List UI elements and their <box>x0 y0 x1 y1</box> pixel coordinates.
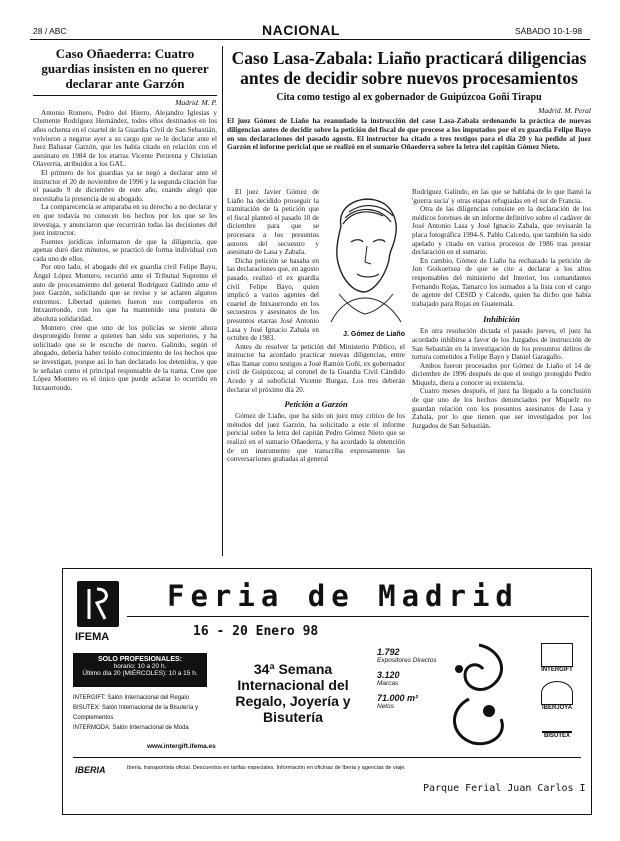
portrait-caption: J. Gómez de Liaño <box>343 331 405 338</box>
ad-title: Feria de Madrid <box>167 579 519 613</box>
ifema-advertisement <box>62 568 592 815</box>
semana-block <box>223 661 363 725</box>
left-title-rule <box>33 95 217 96</box>
portrait-sketch-icon <box>323 194 405 324</box>
ifema-logo-icon <box>77 581 119 627</box>
portrait-illustration <box>323 194 405 336</box>
ad-footer-note: Parque Ferial Juan Carlos I <box>423 783 586 794</box>
left-paragraph: Antonio Romero, Pedro del Hierro, Alejandro Iglesias y Clemente Rodríguez Hernández, todos ellos destinados en los años ochenta en el cuartel de la Guardia Civil de San Sebastián, volvieron a negarse ayer a su cargo que se le declarar ante el Juez Baltasar Garzón, que les había citado en relación con el asesinato en 1984 de los etarras Vicente Perurena y Christian Olaverria, atribuidos a los GAL. <box>33 108 217 169</box>
main-paragraph: Dicha petición se basaba en las declaraciones que, en agosto pasado, realizó el ex guardia civil Felipe Bayo, quien implicó a varios agentes del cuartel de Intxaurrondo en los secuestros y asesinatos de los presuntos etarras José Antonio Lasa y José Ignacio Zabala en octubre de 1983. <box>227 256 320 343</box>
iberia-logo: IBERIA <box>75 765 106 775</box>
section-title: NACIONAL <box>262 22 340 38</box>
solo-title: SOLO PROFESIONALES: <box>97 656 182 663</box>
main-paragraph: Rodríguez Galindo, en las que se hablaba de lo que llamó la 'guerra sucia' y otras etapas refugiadas en el sur de Francia. <box>412 188 591 205</box>
header-rule <box>30 39 590 40</box>
main-paragraph: Antes de resolver la petición del Ministerio Público, el instructor ha acordado practicar nuevas diligencias, entre ellas llamar como testigos a José Ramón Goñi, ex gobernador civil de Guipúzcoa; al coronel de la Guardia Civil Cándido Acedo y al suboficial Vicente Burgaz. Los tres deberán declarar el próximo día 20. <box>227 342 405 394</box>
service-item: BISUTEX: Salón Internacional de la Bisutería y Complementos <box>73 705 199 721</box>
left-paragraph: Montero cree que uno de los policías se siente ahora desprotegido frente a quienes han sido sus superiores, y ha solicitado que se le escuche de nuevo. Galindo, según el abogado, debería haber tenido conocimiento de los hechos que se investigan, porque así lo han declarado los detenidos, y que le señalan como el principal responsable de la trama. Cree que López Montero es el único que puede aclarar lo ocurrido en Intxaurrondo. <box>33 323 217 392</box>
main-paragraph: Ambos fueron procesados por Gómez de Liaño el 14 de diciembre de 1996 después de que el testigo protegido Pedro Miquelz, diera a conocer su existencia. <box>412 361 591 387</box>
ifema-logo-text: IFEMA <box>75 631 110 643</box>
semana-line: Bisutería <box>263 709 323 725</box>
main-paragraph: Gómez de Liaño, que ha sido un juez muy crítico de los métodos del juez Garzón, ha solicitado a este el informe pericial sobre la letra del capitán Pedro Gómez Nieto que se realizó en el sumario Oñaederra, y ha acordado la obtención de un instrumento que transcriba expresamente las conversaciones grabadas al general <box>227 412 405 464</box>
main-article-subtitle: Cita como testigo al ex gobernador de Guipúzcoa Goñi Tirapu <box>276 92 542 103</box>
services-list <box>73 693 207 733</box>
logo-label: INTERGIFT <box>541 667 573 673</box>
page-date: SÁBADO 10-1-98 <box>515 26 583 36</box>
left-paragraph: La comparecencia se amparaba en su derecho a no declarar y en que todavía no conocen los hechos por los que se les investiga, y anunciaron que recurrirán todas las decisiones del juez instructor. <box>33 203 217 238</box>
ad-dates: 16 - 20 Enero 98 <box>193 624 319 639</box>
main-article <box>227 48 591 152</box>
left-article-title: Caso Oñaederra: Cuatro guardias insisten en no querer declarar ante Garzón <box>41 46 209 91</box>
stat-label: Expositores Directos <box>377 657 437 664</box>
main-paragraph: En otra resolución dictada el pasado jueves, el juez ha acordado inhibirse a favor de los Juzgados de instrucción de San Sebastián en la investigación de los presuntos delitos de tortura cometidos a Felipe Bayo y Daniel Garagallo. <box>412 327 591 362</box>
stat-label: Marcas <box>377 680 399 687</box>
section-heading-peticion: Petición a Garzón <box>284 399 348 410</box>
solo-hours: horario: 10 a 20 h. <box>113 663 167 670</box>
left-article <box>33 46 217 392</box>
stat-number: 1.792 <box>377 647 400 657</box>
column-divider <box>222 46 223 556</box>
left-paragraph: Fuentes jurídicas informaron de que la diligencia, que apenas duró diez minutos, se practicó de forma individual con cada uno de ellos. <box>33 237 217 263</box>
logo-label: BISUTEX <box>543 733 570 739</box>
page-number: 28 / ABC <box>33 26 67 36</box>
main-byline: Madrid. M. Peral <box>538 106 591 115</box>
ad-title-rule <box>127 616 589 617</box>
intergift-logo-icon <box>541 643 573 667</box>
main-paragraph: Cuatro meses después, el juez ha llegado a la conclusión de que uno de los hechos denunciados por Miquelz no guardan relación con los presuntos asesinatos de Lasa y Zabala, por lo que tienen que ser investigados por los Juzgados de San Sebastián. <box>412 387 591 430</box>
ifema-logo <box>77 581 119 627</box>
main-paragraph: Otra de las diligencias consiste en la declaración de los médicos forenses de un informe definitivo sobre el cadáver de José Antonio Lasa y José Ignacio Zabala, que revisarán la placa fotográfica 1994-S. Pablo Calcedo, que también ha sido apelado y citado en varios procesos de 1986 tras prestar declaración en el sumario. <box>412 205 591 257</box>
right-logos <box>529 643 585 739</box>
section-heading-inhibicion: Inhibición <box>483 314 520 325</box>
solo-profesionales-box <box>73 653 207 687</box>
iberjoya-logo-icon <box>541 681 573 705</box>
logo-label: IBERJOYA <box>541 705 573 711</box>
semana-line: 34ª Semana <box>253 661 333 677</box>
ad-fine-print: Iberia, transportista oficial. Descuentos en tarifas especiales. Información en oficinas de Iberia y agencias de viaje. <box>127 765 406 771</box>
semana-line: Internacional del <box>237 677 349 693</box>
ad-bottom-rule <box>73 757 581 758</box>
last-day: Último día 20 (MIÉRCOLES): 10 a 15 h. <box>82 670 198 677</box>
stats-block <box>377 647 437 710</box>
main-column-1 <box>227 188 405 464</box>
semana-line: Regalo, Joyería y <box>235 693 351 709</box>
stat-number: 71.000 m² <box>377 693 419 703</box>
main-paragraph: El juez Javier Gómez de Liaño ha decidido proseguir la tramitación de la petición que el fiscal planteó el pasado 10 de diciembre para que se procesara a los presuntos autores del secuestro y asesinato de Lasa y Zabala. <box>227 188 319 257</box>
service-item: INTERGIFT: Salón Internacional del Regalo <box>73 695 190 701</box>
left-paragraph: El primero de los guardias ya se negó a declarar ante el instructor el 20 de noviembre de 1996 y la segunda citación fue el pasado 9 de diciembre de este año, cuando alegó que necesitaba la presencia de su abogado. <box>33 168 217 203</box>
service-item: INTERMODA: Salón Internacional de Moda <box>73 725 189 731</box>
ornament-icon <box>439 639 519 749</box>
main-paragraph: En cambio, Gómez de Liaño ha rechazado la petición de Jon Goikoetxea de que se cite a declarar a los altos responsables del ministerio del Interior, los comandantes Fernando Rojas, Tamarco los sumados a la lista con el cargo de agente del CESID y Calcedo, quien ha dicho que había trabajado para Rojas en Guatemala. <box>412 256 591 308</box>
main-column-2 <box>412 188 591 430</box>
main-lead: El juez Gómez de Liaño ha reanudado la instrucción del caso Lasa-Zabala ordenando la práctica de nuevas diligencias antes de decidir sobre la petición del fiscal de que procese a los imputados por el ex guardia Felipe Bayo en sus declaraciones del pasado agosto. El instructor ha citado a tres testigos para el día 20 y ha pedido al juez Garzón el informe pericial que se realizó en el sumario Oñaederra sobre la letra del capitán Gómez Nieto. <box>227 116 591 152</box>
ad-web[interactable]: www.intergift.ifema.es <box>147 743 216 750</box>
left-byline: Madrid. M. P. <box>175 97 217 107</box>
left-paragraph: Por otro lado, el abogado del ex guardia civil Felipe Bayo, Ángel López Montero, recurrió ante el Tribunal Supremo el auto de procesamiento del general Rodríguez Galindo ante el juez Garzón, solicitando que se revise y se aclaren algunos extremos. Libertad quienes fueron sus compañeros en Intxaurrondo, con los que ha mantenido una postura de absoluta solidaridad. <box>33 263 217 324</box>
stat-label: Netos <box>377 703 394 710</box>
stat-number: 3.120 <box>377 670 400 680</box>
main-article-title: Caso Lasa-Zabala: Liaño practicará diligencias antes de decidir sobre nuevos procesamientos <box>231 48 587 88</box>
bisutex-logo-icon <box>542 719 572 733</box>
